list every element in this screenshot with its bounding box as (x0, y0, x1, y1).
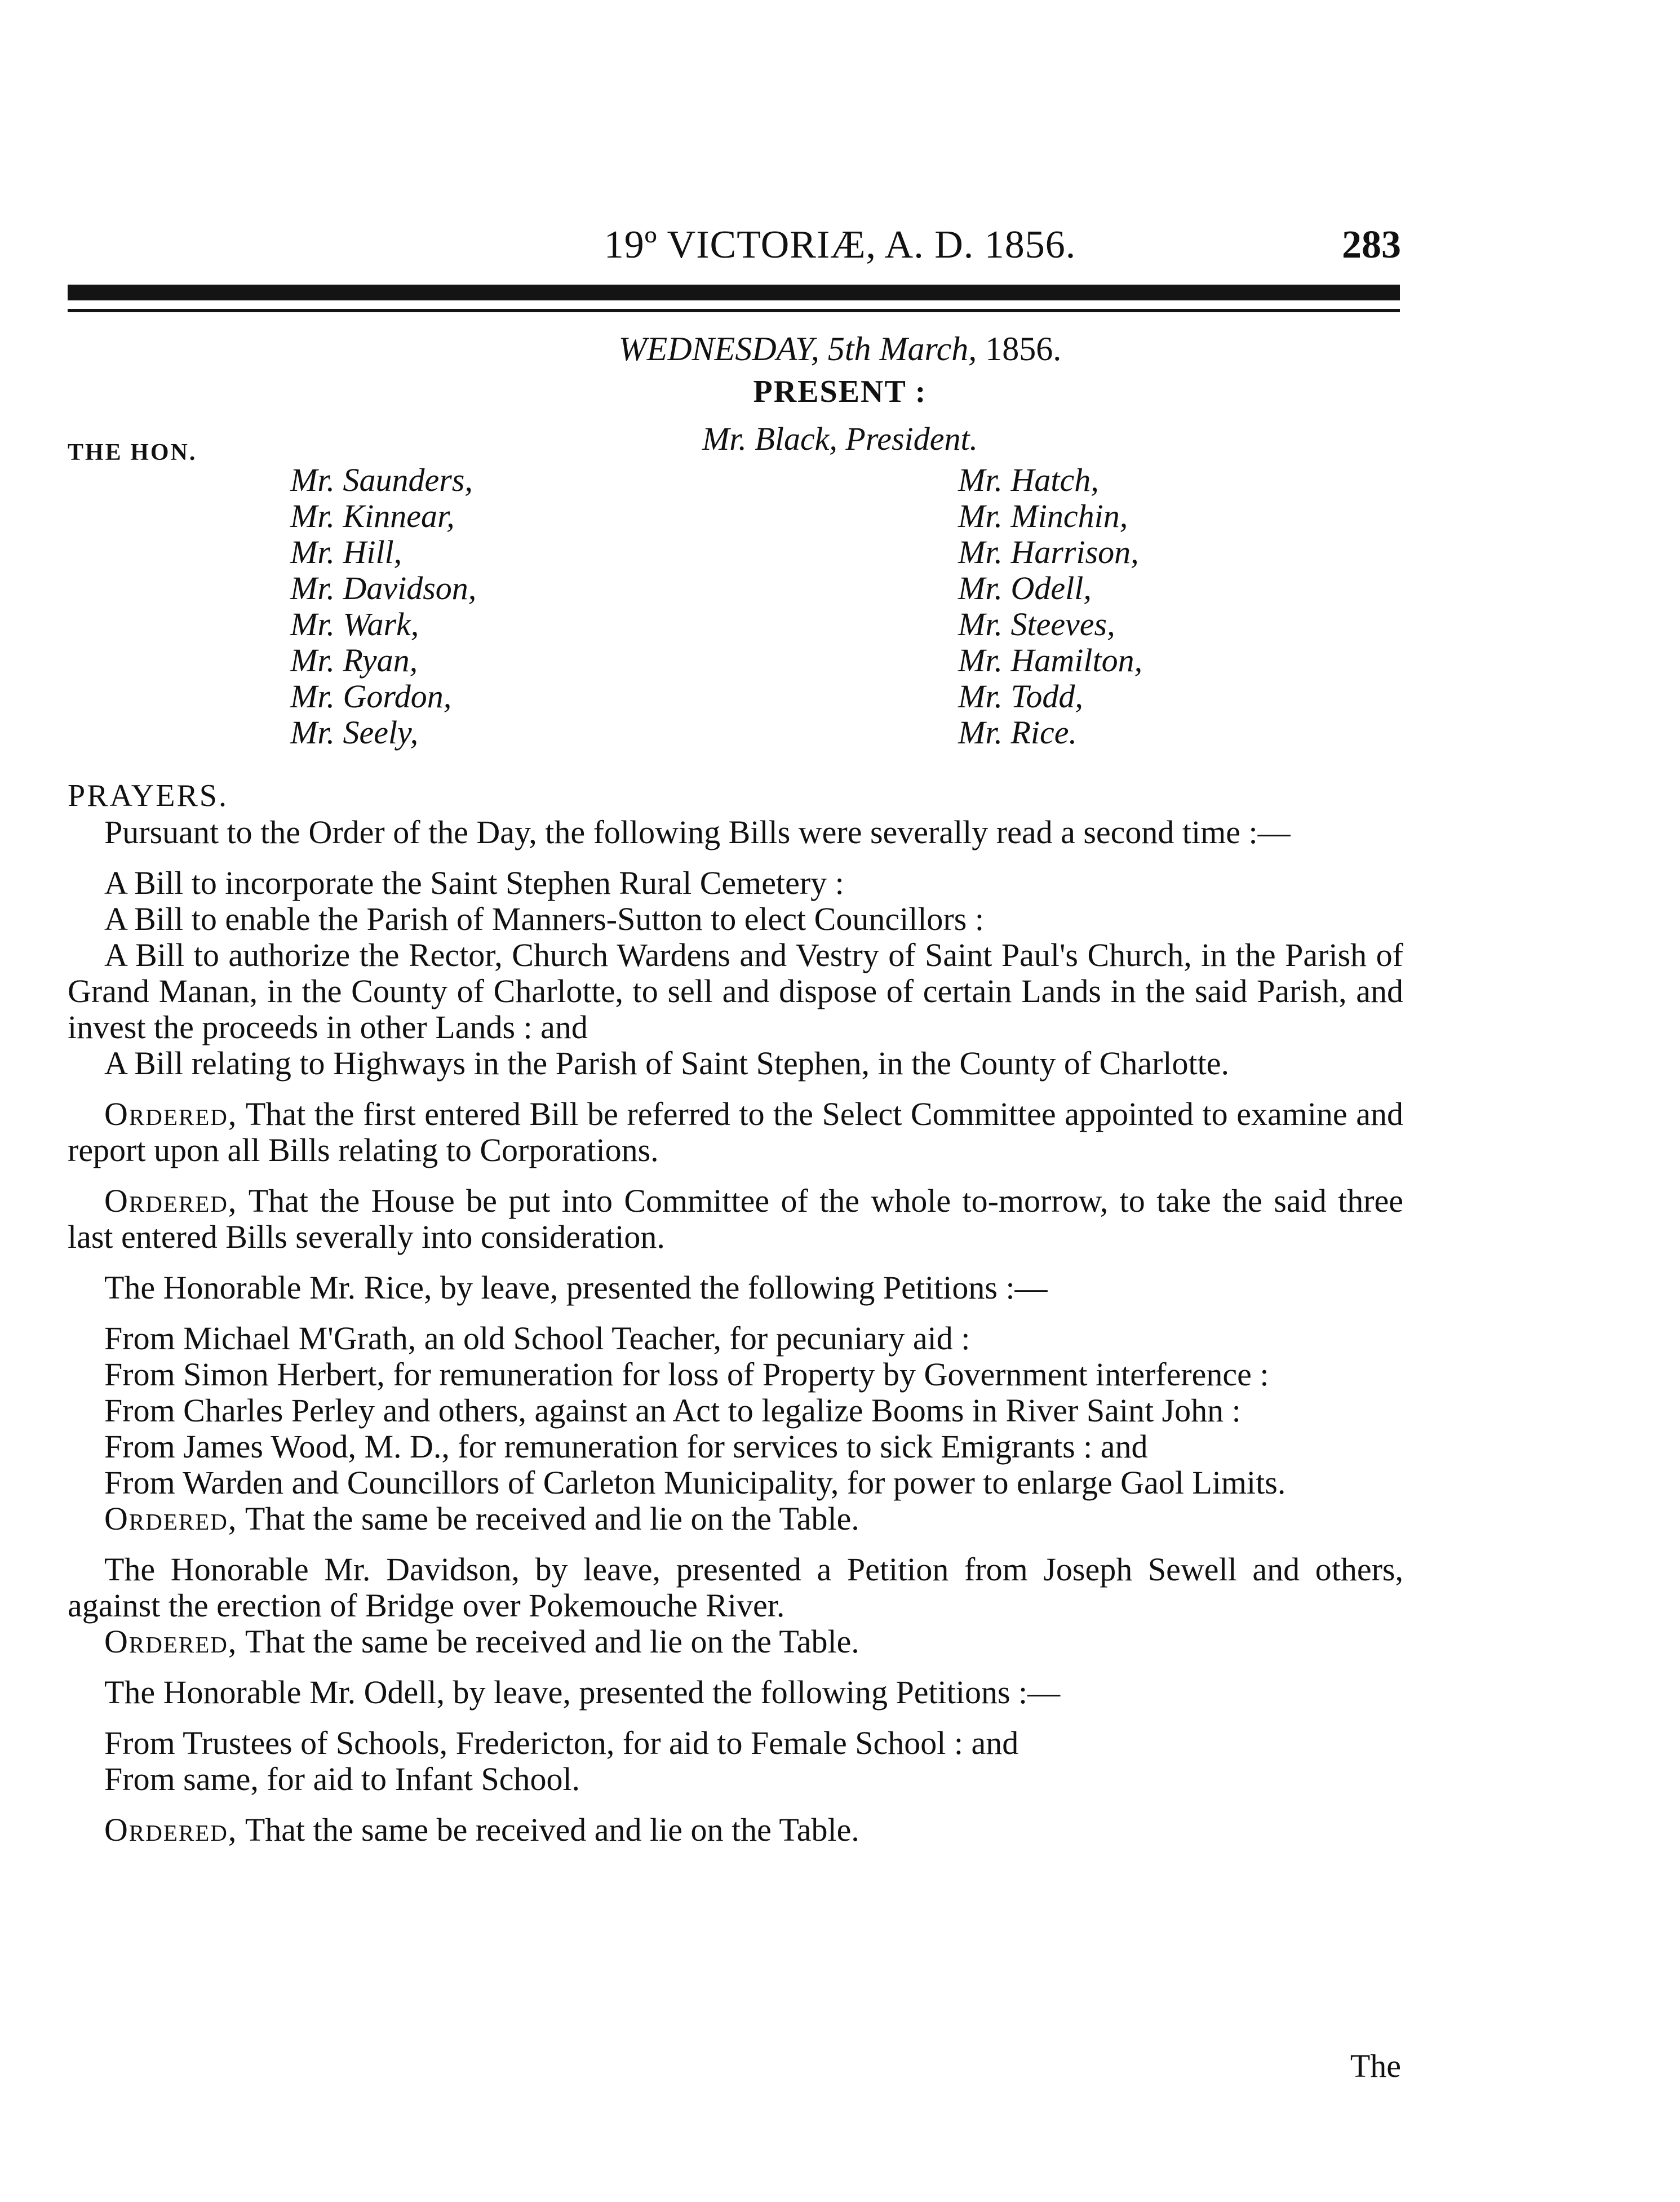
member-name: Mr. Kinnear, (290, 498, 455, 534)
paragraph: Ordered, That the first entered Bill be referred to the Select Committee appointed to examine and report upon all Bills relating to Corporations. (68, 1096, 1403, 1168)
header-rule-thick (68, 285, 1400, 300)
member-name: Mr. Hamilton, (958, 642, 1143, 679)
member-name: Mr. Seely, (290, 714, 419, 751)
paragraph: A Bill relating to Highways in the Parish of Saint Stephen, in the County of Charlotte. (104, 1045, 1229, 1082)
paragraph: From James Wood, M. D., for remuneration for services to sick Emigrants : and (104, 1428, 1148, 1465)
member-name: Mr. Minchin, (958, 498, 1128, 534)
paragraph: From Warden and Councillors of Carleton Municipality, for power to enlarge Gaol Limits. (104, 1464, 1286, 1501)
paragraph: A Bill to enable the Parish of Manners-Sutton to elect Councillors : (104, 901, 984, 937)
member-name: Mr. Odell, (958, 570, 1092, 606)
paragraph: Ordered, That the same be received and lie on the Table. (104, 1500, 859, 1537)
member-name: Mr. Todd, (958, 678, 1083, 715)
member-name: Mr. Wark, (290, 606, 419, 643)
paragraph: Ordered, That the same be received and lie on the Table. (104, 1811, 859, 1848)
sitting-date (0, 330, 1680, 369)
ordered-label: Ordered, (104, 1096, 238, 1132)
journal-body (68, 814, 1403, 1848)
the-hon-label: THE HON. (68, 440, 197, 466)
sitting-year: 1856. (985, 330, 1062, 367)
catchword: The (1350, 2048, 1401, 2084)
paragraph: From same, for aid to Infant School. (104, 1761, 580, 1797)
ordered-label: Ordered, (104, 1500, 238, 1537)
present-heading: PRESENT : (753, 374, 927, 409)
paragraph: Pursuant to the Order of the Day, the following Bills were severally read a second time :— (104, 814, 1291, 850)
sitting-day: WEDNESDAY, (618, 330, 819, 367)
paragraph: The Honorable Mr. Davidson, by leave, presented a Petition from Joseph Sewell and others, against the erection of Bridge over Pokemouche River. (68, 1551, 1403, 1624)
running-head: 19º VICTORIÆ, A. D. 1856. (604, 223, 1076, 267)
member-name: Mr. Hatch, (958, 462, 1099, 498)
header-rule-thin (68, 309, 1400, 312)
paragraph: From Charles Perley and others, against an Act to legalize Booms in River Saint John : (104, 1392, 1241, 1429)
member-name: Mr. Davidson, (290, 570, 477, 606)
prayers-heading: PRAYERS. (68, 778, 228, 813)
paragraph: From Simon Herbert, for remuneration for loss of Property by Government interference : (104, 1356, 1269, 1393)
paragraph: From Michael M'Grath, an old School Teacher, for pecuniary aid : (104, 1320, 970, 1357)
president-line: Mr. Black, President. (702, 420, 978, 457)
paragraph: A Bill to incorporate the Saint Stephen Rural Cemetery : (104, 865, 844, 901)
member-name: Mr. Rice. (958, 714, 1077, 751)
paragraph: The Honorable Mr. Rice, by leave, presented the following Petitions :— (104, 1269, 1048, 1306)
ordered-label: Ordered, (104, 1811, 238, 1848)
paragraph: From Trustees of Schools, Fredericton, for aid to Female School : and (104, 1725, 1019, 1761)
paragraph: A Bill to authorize the Rector, Church Wardens and Vestry of Saint Paul's Church, in the Parish of Grand Manan, in the County of Charlotte, to sell and dispose of certain Lands in the said Parish, and invest the proceeds in other Lands : and (68, 937, 1403, 1045)
ordered-label: Ordered, (104, 1182, 238, 1219)
paragraph: Ordered, That the same be received and lie on the Table. (104, 1623, 859, 1660)
member-name: Mr. Saunders, (290, 462, 473, 498)
paragraph: The Honorable Mr. Odell, by leave, presented the following Petitions :— (104, 1674, 1061, 1711)
members-left-column (290, 462, 476, 751)
page-number: 283 (1342, 223, 1401, 267)
sitting-day-month: 5th March, (819, 330, 986, 367)
member-name: Mr. Ryan, (290, 642, 418, 679)
ordered-label: Ordered, (104, 1623, 238, 1660)
member-name: Mr. Gordon, (290, 678, 452, 715)
member-name: Mr. Harrison, (958, 534, 1139, 570)
paragraph: Ordered, That the House be put into Committee of the whole to-morrow, to take the said three last entered Bills severally into consideration. (68, 1182, 1403, 1255)
member-name: Mr. Hill, (290, 534, 402, 570)
members-right-column (958, 462, 1142, 751)
member-name: Mr. Steeves, (958, 606, 1115, 643)
